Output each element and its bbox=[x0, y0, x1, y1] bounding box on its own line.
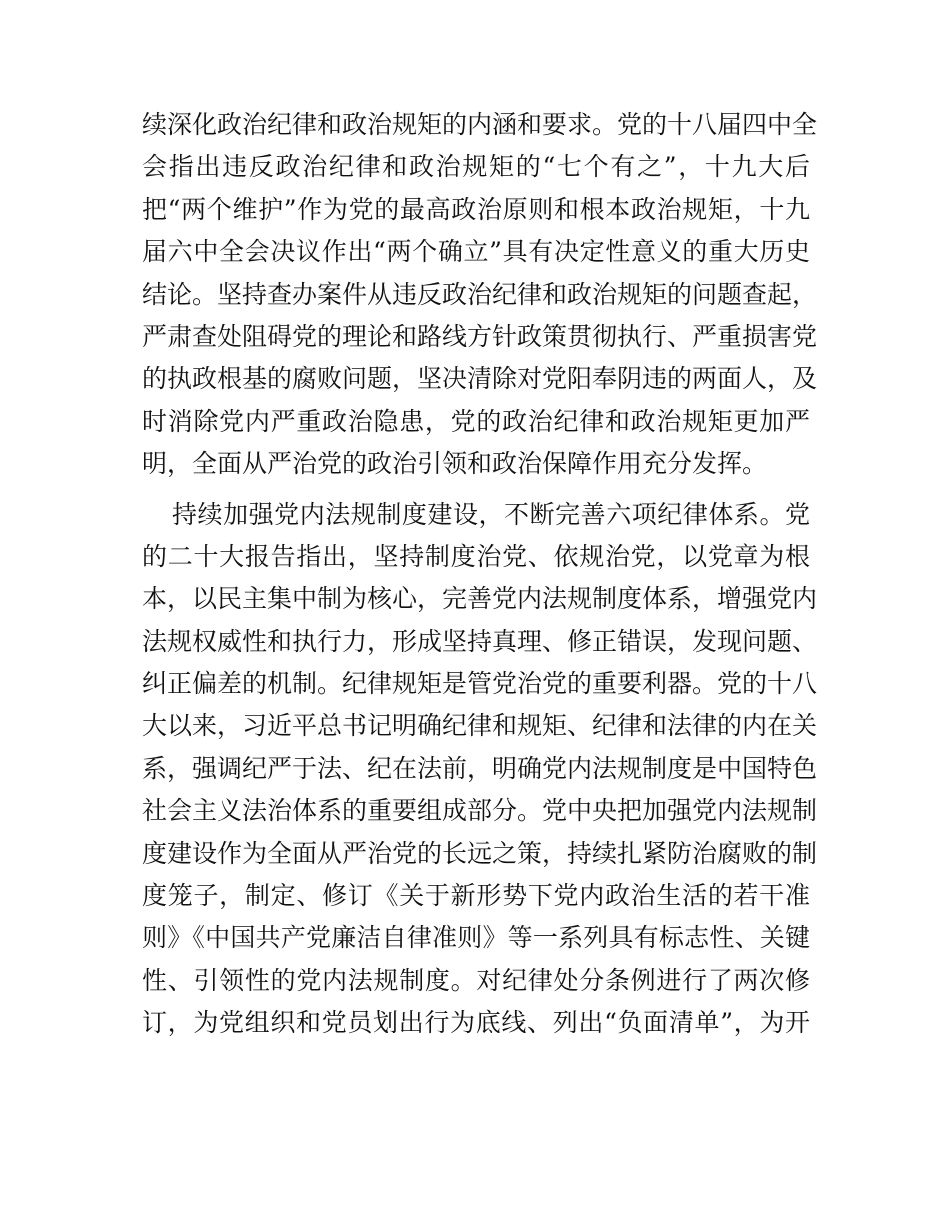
text-line: 结论。坚持查办案件从违反政治纪律和政治规矩的问题查起， bbox=[142, 279, 818, 309]
text-line: 会指出违反政治纪律和政治规矩的“七个有之”，十九大后 bbox=[142, 152, 810, 182]
text-line: 则》《中国共产党廉洁自律准则》等一系列具有标志性、关键 bbox=[142, 923, 810, 953]
text-line: 严肃查处阻碍党的理论和路线方针政策贯彻执行、严重损害党 bbox=[142, 321, 818, 351]
text-line: 持续加强党内法规制度建设，不断完善六项纪律体系。党 bbox=[172, 499, 810, 529]
text-line: 的执政根基的腐败问题，坚决清除对党阳奉阴违的两面人，及 bbox=[142, 364, 818, 394]
text-line: 度笼子，制定、修订《关于新形势下党内政治生活的若干准 bbox=[142, 881, 810, 911]
paragraph-1 bbox=[142, 104, 818, 486]
text-line: 系，强调纪严于法、纪在法前，明确党内法规制度是中国特色 bbox=[142, 753, 818, 783]
text-line: 大以来，习近平总书记明确纪律和规矩、纪律和法律的内在关 bbox=[142, 711, 818, 741]
paragraph-spacer bbox=[142, 486, 810, 494]
text-line: 度建设作为全面从严治党的长远之策，持续扎紧防治腐败的制 bbox=[142, 838, 818, 868]
text-line: 届六中全会决议作出“两个确立”具有决定性意义的重大历史 bbox=[142, 237, 810, 267]
paragraph-2 bbox=[142, 494, 818, 1045]
text-line: 性、引领性的党内法规制度。对纪律处分条例进行了两次修 bbox=[142, 965, 810, 995]
text-line: 明，全面从严治党的政治引领和政治保障作用充分发挥。 bbox=[142, 449, 768, 479]
body-text bbox=[142, 104, 818, 1045]
text-line: 纠正偏差的机制。纪律规矩是管党治党的重要利器。党的十八 bbox=[142, 669, 818, 699]
text-line: 把“两个维护”作为党的最高政治原则和根本政治规矩，十九 bbox=[142, 194, 810, 224]
text-line: 本，以民主集中制为核心，完善党内法规制度体系，增强党内 bbox=[142, 584, 818, 614]
text-line: 社会主义法治体系的重要组成部分。党中央把加强党内法规制 bbox=[142, 796, 818, 826]
text-line: 续深化政治纪律和政治规矩的内涵和要求。党的十八届四中全 bbox=[142, 110, 818, 139]
text-line: 的二十大报告指出，坚持制度治党、依规治党，以党章为根 bbox=[142, 541, 810, 571]
text-line: 订，为党组织和党员划出行为底线、列出“负面清单”，为开 bbox=[142, 1008, 810, 1038]
text-line: 时消除党内严重政治隐患，党的政治纪律和政治规矩更加严 bbox=[142, 406, 810, 436]
text-line: 法规权威性和执行力，形成坚持真理、修正错误，发现问题、 bbox=[142, 626, 818, 656]
